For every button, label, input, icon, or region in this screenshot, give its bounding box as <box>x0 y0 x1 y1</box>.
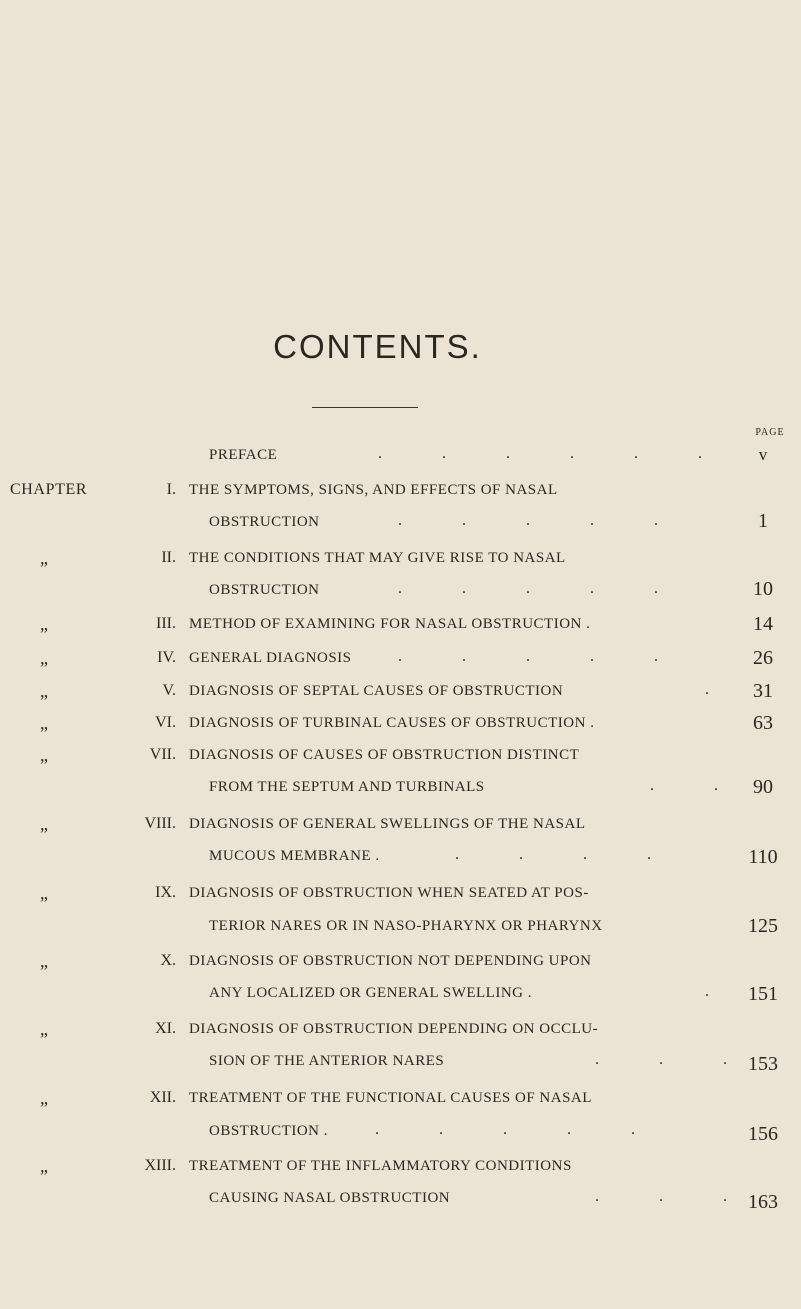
chapter-number: II. <box>161 549 176 566</box>
chapter-title-line1: GENERAL DIAGNOSIS <box>189 650 352 666</box>
chapter-page: 14 <box>753 613 773 635</box>
chapter-title-line2: OBSTRUCTION . <box>209 1123 329 1139</box>
chapter-page: 163 <box>748 1191 778 1213</box>
chapter-number: XIII. <box>144 1157 176 1174</box>
chapter-title-line1: DIAGNOSIS OF SEPTAL CAUSES OF OBSTRUCTION <box>189 683 564 699</box>
chapter-dots: . . <box>650 777 746 794</box>
chapter-page: 110 <box>748 846 778 868</box>
chapter-page: 125 <box>748 915 778 937</box>
ditto-mark: „ <box>40 648 48 668</box>
chapter-number: VIII. <box>144 815 176 832</box>
chapter-number: IV. <box>157 649 176 666</box>
chapter-page: 31 <box>753 680 773 702</box>
chapter-number: XI. <box>155 1020 176 1037</box>
chapter-title-line2: MUCOUS MEMBRANE . <box>209 848 380 864</box>
chapter-page: 26 <box>753 647 773 669</box>
chapter-title-line1: DIAGNOSIS OF OBSTRUCTION DEPENDING ON OCCLU- <box>189 1021 599 1037</box>
chapter-dots: . <box>705 681 737 698</box>
chapter-page: 90 <box>753 776 773 798</box>
page-column-header: PAGE <box>755 427 785 438</box>
chapter-number: XII. <box>149 1089 176 1106</box>
chapter-dots: . . . . . <box>398 648 686 665</box>
chapter-title-line1: THE CONDITIONS THAT MAY GIVE RISE TO NASAL <box>189 550 566 566</box>
ditto-mark: „ <box>40 681 48 701</box>
ditto-mark: „ <box>40 1156 48 1176</box>
chapter-title-line1: DIAGNOSIS OF OBSTRUCTION WHEN SEATED AT POS- <box>189 885 589 901</box>
chapter-number: V. <box>162 682 176 699</box>
chapter-title-line1: DIAGNOSIS OF GENERAL SWELLINGS OF THE NASAL <box>189 816 586 832</box>
ditto-mark: „ <box>40 883 48 903</box>
chapter-title-line1: DIAGNOSIS OF OBSTRUCTION NOT DEPENDING UPON <box>189 953 592 969</box>
chapter-number: I. <box>166 481 176 498</box>
ditto-mark: „ <box>40 1088 48 1108</box>
chapter-page: 63 <box>753 712 773 734</box>
chapter-title-line2: TERIOR NARES OR IN NASO-PHARYNX OR PHARYNX <box>209 918 603 934</box>
title-rule <box>312 407 418 408</box>
ditto-mark: „ <box>40 814 48 834</box>
chapter-dots: . . . . <box>455 846 679 863</box>
preface-dots: . . . . . . <box>378 445 730 462</box>
chapter-title-line1: TREATMENT OF THE FUNCTIONAL CAUSES OF NASAL <box>189 1090 592 1106</box>
chapter-dots: . . . <box>595 1188 755 1205</box>
ditto-mark: „ <box>40 951 48 971</box>
chapter-title-line2: OBSTRUCTION <box>209 582 320 598</box>
chapter-title-line1: DIAGNOSIS OF CAUSES OF OBSTRUCTION DISTINCT <box>189 747 580 763</box>
chapter-page: 1 <box>758 510 768 532</box>
chapter-title-line1: DIAGNOSIS OF TURBINAL CAUSES OF OBSTRUCTION . <box>189 715 595 731</box>
ditto-mark: „ <box>40 614 48 634</box>
chapter-title-line1: METHOD OF EXAMINING FOR NASAL OBSTRUCTION . <box>189 616 591 632</box>
chapter-number: IX. <box>155 884 176 901</box>
chapter-number: VI. <box>155 714 176 731</box>
chapter-number: III. <box>156 615 176 632</box>
chapter-number: VII. <box>149 746 176 763</box>
chapter-dots: . . . <box>595 1051 755 1068</box>
chapter-title-line2: CAUSING NASAL OBSTRUCTION <box>209 1190 451 1206</box>
chapter-dots: . . . . . <box>375 1121 663 1138</box>
chapter-dots: . <box>705 983 737 1000</box>
chapter-title-line2: OBSTRUCTION <box>209 514 320 530</box>
ditto-mark: „ <box>40 548 48 568</box>
ditto-mark: „ <box>40 1019 48 1039</box>
chapter-page: 151 <box>748 983 778 1005</box>
chapter-page: 156 <box>748 1123 778 1145</box>
page-title: CONTENTS. <box>273 328 482 365</box>
chapter-dots: . . . . . <box>398 580 686 597</box>
chapter-title-line1: TREATMENT OF THE INFLAMMATORY CONDITIONS <box>189 1158 572 1174</box>
chapter-title-line2: FROM THE SEPTUM AND TURBINALS <box>209 779 485 795</box>
ditto-mark: „ <box>40 713 48 733</box>
chapter-number: X. <box>160 952 176 969</box>
preface-page: v <box>758 445 768 464</box>
chapter-page: 10 <box>753 578 773 600</box>
preface-label: PREFACE <box>209 447 278 463</box>
chapter-title-line2: ANY LOCALIZED OR GENERAL SWELLING . <box>209 985 533 1001</box>
chapter-word: CHAPTER <box>10 481 88 498</box>
chapter-title-line1: THE SYMPTOMS, SIGNS, AND EFFECTS OF NASAL <box>189 482 558 498</box>
chapter-dots: . . . . . <box>398 512 686 529</box>
chapter-page: 153 <box>748 1053 778 1075</box>
chapter-title-line2: SION OF THE ANTERIOR NARES <box>209 1053 445 1069</box>
ditto-mark: „ <box>40 745 48 765</box>
